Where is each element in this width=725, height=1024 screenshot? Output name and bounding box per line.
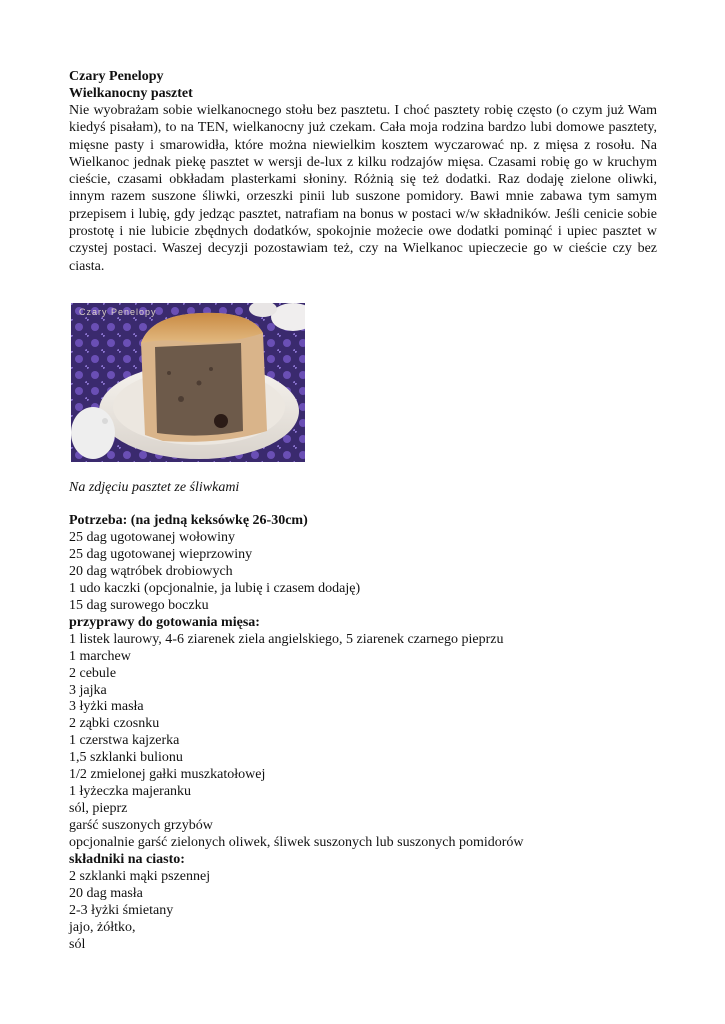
ingredient-item: 2 szklanki mąki pszennej [69, 869, 211, 885]
blog-name: Czary Penelopy [69, 69, 164, 84]
ingredient-item: 15 dag surowego boczku [69, 597, 209, 613]
ingredient-item: garść suszonych grzybów [69, 818, 213, 834]
ingredient-item: 1 czerstwa kajzerka [69, 733, 180, 749]
pate-photo-illustration [71, 303, 305, 462]
ingredient-item: 2 cebule [69, 665, 117, 681]
spices-heading: przyprawy do gotowania mięsa: [69, 614, 260, 630]
recipe-title: Wielkanocny pasztet [69, 86, 193, 101]
ingredient-item: 20 dag wątróbek drobiowych [69, 563, 233, 579]
pate-photo [71, 303, 305, 462]
photo-watermark: Czary Penelopy [79, 307, 157, 317]
ingredients-heading: Potrzeba: (na jedną keksówkę 26-30cm) [69, 513, 308, 528]
ingredient-item: 1 udo kaczki (opcjonalnie, ja lubię i czasem dodaję) [69, 580, 361, 596]
intro-paragraph: Nie wyobrażam sobie wielkanocnego stołu bez pasztetu. I choć pasztety robię często (o czym już Wam kiedyś pisałam), to na TEN, wielkanocny już czekam. Cała moja rodzina bardzo lubi domowe pasztety, mięsne pasty i smarowidła, które można niewielkim kosztem wyczarować np. z mięsa z rosołu. Na Wielkanoc jednak piekę pasztet w wersji de-lux z kilku rodzajów mięsa. Czasami robię go w kruchym cieście, czasami obkładam plasterkami słoniny. Różnią się też dodatki. Raz dodaję zielone oliwki, innym razem suszone śliwki, orzeszki pinii lub suszone pomidory. Bawi mnie zabawa tym samym przepisem i lubię, gdy jedząc pasztet, natrafiam na bonus w postaci w/w składników. Jeśli cenicie sobie prostotę i nie lubicie zbędnych dodatków, spokojnie możecie owe dodatki pominąć i upiec pasztet w czystej postaci. Waszej decyzji pozostawiam też, czy na Wielkanoc upieczecie go w cieście czy bez ciasta. [69, 103, 657, 274]
ingredient-item: 1 listek laurowy, 4-6 ziarenek ziela angielskiego, 5 ziarenek czarnego pieprzu [69, 631, 504, 647]
ingredient-item: 1,5 szklanki bulionu [69, 750, 183, 766]
ingredient-item: 20 dag masła [69, 885, 143, 901]
ingredient-item: 1 łyżeczka majeranku [69, 784, 192, 800]
ingredient-item: 2 ząbki czosnku [69, 716, 160, 732]
ingredient-item: sól [69, 936, 86, 952]
ingredient-item: 2-3 łyżki śmietany [69, 902, 174, 918]
article [69, 68, 657, 275]
ingredient-item: 1/2 zmielonej gałki muszkatołowej [69, 767, 266, 783]
ingredient-item: 1 marchew [69, 648, 131, 664]
ingredient-item: sól, pieprz [69, 801, 128, 817]
ingredient-item: 25 dag ugotowanej wołowiny [69, 529, 236, 545]
dough-heading: składniki na ciasto: [69, 852, 185, 868]
ingredient-item: 3 jajka [69, 682, 107, 698]
photo-caption: Na zdjęciu pasztet ze śliwkami [69, 480, 240, 495]
ingredient-item: 3 łyżki masła [69, 699, 144, 715]
ingredient-item: opcjonalnie garść zielonych oliwek, śliwek suszonych lub suszonych pomidorów [69, 835, 524, 851]
ingredients-section [69, 513, 669, 954]
ingredient-item: jajo, żółtko, [69, 919, 136, 935]
ingredient-item: 25 dag ugotowanej wieprzowiny [69, 546, 253, 562]
